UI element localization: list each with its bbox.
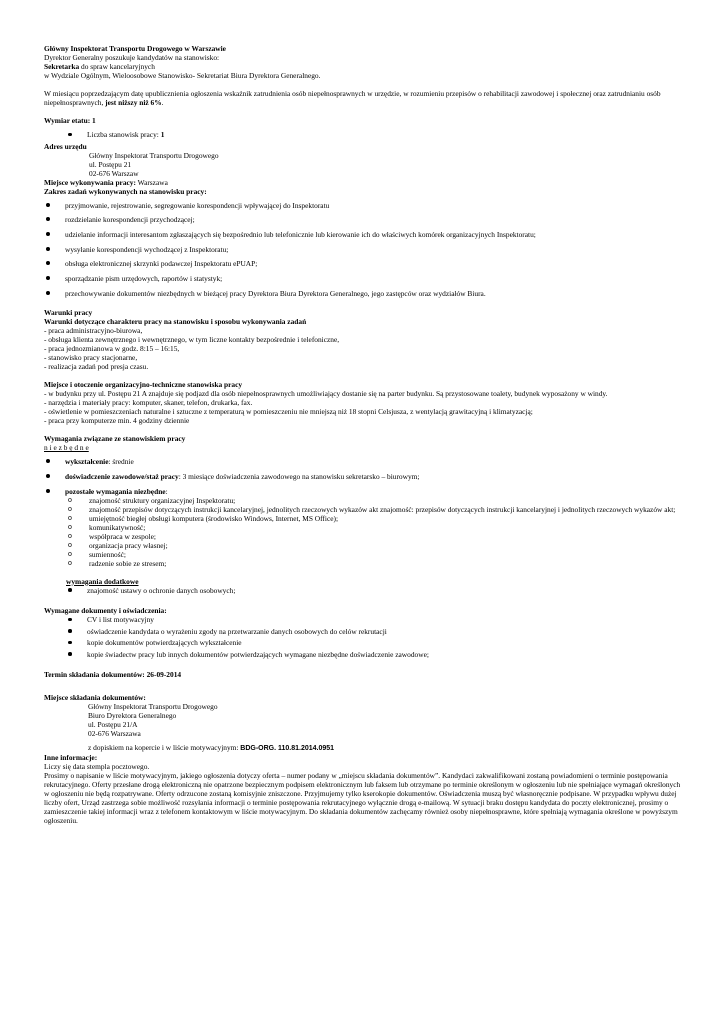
submission-line: Biuro Dyrektora Generalnego <box>88 711 177 721</box>
address-line: ul. Postępu 21 <box>89 159 132 169</box>
intro-paragraph <box>44 89 684 107</box>
requirements-list <box>44 457 684 495</box>
additional-requirements-label: wymagania dodatkowe <box>66 576 139 586</box>
address-line: Główny Inspektorat Transportu Drogowego <box>89 150 219 160</box>
intro-text: W miesiącu poprzedzającym datę upublicznienia ogłoszenia wskaźnik zatrudnienia osób niepełnosprawnych w urzędzie, w rozumieniu przepisów o rehabilitacji zawodowej i społecznej oraz zatrudnianiu osób niepełnosprawnych, <box>44 89 661 107</box>
workplace-value: Warszawa <box>135 177 168 187</box>
environment-label: Miejsce i otoczenie organizacyjno-techniczne stanowiska pracy <box>44 380 243 390</box>
condition-line: - realizacja zadań pod presja czasu. <box>44 362 149 372</box>
environment-line: - w budynku przy ul. Postępu 21 A znajduje się podjazd dla osób niepełnosprawnych umożliwiający dostanie się na parter budynku. Są przystosowane toalety, budynek wyposażony w windy. <box>44 389 608 399</box>
list-item: o znajomość przepisów dotyczących instrukcji kancelaryjnej, jednolitych rzeczowych wykazów akt znajomość: przepisów dotyczących instrukcji kancelaryjnej i jednolitych rzeczowych wykazów akt; <box>68 505 684 514</box>
list-item: o umiejętność biegłej obsługi komputera (środowisko Windows, Internet, MS Office); <box>68 514 684 523</box>
list-item: wysyłanie korespondencji wychodzącej z Inspektoratu; <box>44 245 684 254</box>
reference-line <box>88 743 684 753</box>
other-requirements-list <box>44 496 684 568</box>
workplace-line <box>44 178 684 187</box>
documents-label: Wymagane dokumenty i oświadczenia: <box>44 606 167 616</box>
deadline: Termin składania dokumentów: 26-09-2014 <box>44 670 182 680</box>
submission-address <box>44 702 684 753</box>
list-item: o radzenie sobie ze stresem; <box>68 559 684 568</box>
other-requirements-colon: : <box>165 486 168 496</box>
list-item <box>44 487 684 496</box>
etat-list <box>44 130 684 139</box>
position-line <box>44 62 684 71</box>
requirements-label: Wymagania związane ze stanowiskiem pracy <box>44 434 186 444</box>
workplace-label: Miejsce wykonywania pracy: <box>44 177 136 187</box>
education-label: wykształcenie <box>65 457 109 467</box>
required-label: n i e z b ę d n e <box>44 443 89 453</box>
other-info-label: Inne informacje: <box>44 753 98 763</box>
environment-line: - oświetlenie w pomieszczeniach naturalne i sztuczne z temperaturą w pomieszczeniu nie mniejszą niż 18 stopni Celsjusza, z wentylacją grawitacyjną i klimatyzacją; <box>44 407 533 417</box>
conditions-subtitle: Warunki dotyczące charakteru pracy na stanowisku i sposobu wykonywania zadań <box>44 317 307 327</box>
postmark-note: Liczy się data stempla pocztowego. <box>44 762 150 772</box>
condition-line: - praca jednozmianowa w godz. 8:15 – 16:15, <box>44 344 180 354</box>
submission-line: Główny Inspektorat Transportu Drogowego <box>88 702 218 712</box>
documents-list <box>44 615 684 659</box>
list-item: o znajomość struktury organizacyjnej Inspektoratu; <box>68 496 684 505</box>
organization-name: Główny Inspektorat Transportu Drogowego w Warszawie <box>44 44 226 53</box>
education-value: : średnie <box>108 457 134 467</box>
duties-label: Zakres zadań wykonywanych na stanowisku pracy: <box>44 186 207 196</box>
condition-line: - obsługa klienta zewnętrznego i wewnętrznego, w tym liczne kontakty bezpośrednie i telefoniczne, <box>44 335 340 345</box>
list-item: rozdzielanie korespondencji przychodzącej; <box>44 215 684 224</box>
list-item: CV i list motywacyjny <box>66 615 684 624</box>
other-info-text: Prosimy o napisanie w liście motywacyjnym, jakiego ogłoszenia dotyczy oferta – numer podany w „miejscu składania dokumentów”. Kandydaci zakwalifikowani zostaną powiadomieni o terminie postępowania rekrutacyjnego. Oferty przesłane drogą elektroniczną nie opatrzone bezpiecznym podpisem elektronicznym lub faksem lub otrzymane po terminie określonym w ogłoszeniu lub nie spełniające wymagań określonych w ogłoszeniu nie będą rozpatrywane. Oferty odrzucone zostaną komisyjnie zniszczone. Przyjmujemy tylko kserokopie dokumentów. Oświadczenia muszą być własnoręcznie podpisane. W przypadku wpływu dużej liczby ofert, Urząd zastrzega sobie możliwość rozsyłania informacji o terminie postępowania rekrutacyjnego wyłącznie drogą e-mailową. W sytuacji braku dostępu kandydata do poczty elektronicznej, prosimy o zamieszczenie takiej informacji wraz z telefonem kontaktowym w liście motywacyjnym. Do składania dokumentów zachęcamy również osoby niepełnosprawne, które spełniają wymagania określone w powyższym ogłoszeniu. <box>44 771 681 826</box>
environment-line: - praca przy komputerze min. 4 godziny dziennie <box>44 416 190 426</box>
list-item <box>44 457 684 466</box>
additional-requirements-list <box>44 586 684 595</box>
environment-line: - narzędzia i materiały pracy: komputer, skaner, telefon, drukarka, fax. <box>44 398 253 408</box>
duties-list <box>44 201 684 298</box>
submission-line: ul. Postępu 21/A <box>88 720 138 730</box>
submission-line: 02-676 Warszawa <box>88 729 141 739</box>
list-item: o komunikatywność; <box>68 523 684 532</box>
condition-line: - praca administracyjno-biurowa, <box>44 326 143 336</box>
list-item: przechowywanie dokumentów niezbędnych w bieżącej pracy Dyrektora Biura Dyrektora Generalnego, jego zastępców oraz wydziałów Biura. <box>44 289 684 298</box>
list-item: obsługa elektronicznej skrzynki podawczej Inspektoratu ePUAP; <box>44 259 684 268</box>
list-item <box>44 472 684 481</box>
experience-value: : 3 miesiące doświadczenia zawodowego na stanowisku sekretarsko – biurowym; <box>178 472 420 481</box>
list-item: kopie świadectw pracy lub innych dokumentów potwierdzających wymagane niezbędne doświadczenie zawodowe; <box>66 650 684 659</box>
address-line: 02-676 Warszaw <box>89 168 139 178</box>
department-line: w Wydziale Ogólnym, Wieloosobowe Stanowisko- Sekretariat Biura Dyrektora Generalnego. <box>44 71 321 80</box>
position-title: Sekretarka <box>44 62 80 71</box>
other-requirements-label: pozostałe wymagania niezbędne <box>65 486 166 496</box>
list-item: znajomość ustawy o ochronie danych osobowych; <box>66 586 684 595</box>
list-item <box>66 130 684 139</box>
address-block <box>44 151 684 178</box>
reference-number: BDG-ORG. 110.81.2014.0951 <box>240 745 335 753</box>
count-value: 1 <box>160 130 165 139</box>
list-item: sporządzanie pism urzędowych, raportów i statystyk; <box>44 274 684 283</box>
count-label: Liczba stanowisk pracy: <box>87 130 161 139</box>
conditions-label: Warunki pracy <box>44 308 93 318</box>
reference-note: z dopiskiem na kopercie i w liście motywacyjnym: <box>88 743 241 753</box>
list-item: udzielanie informacji interesantom zgłaszających się bezpośrednio lub telefonicznie lub kierowanie ich do właściwych komórek organizacyjnych Inspektoratu; <box>44 230 684 239</box>
experience-label: doświadczenie zawodowe/staż pracy <box>65 472 179 481</box>
address-label: Adres urzędu <box>44 141 87 151</box>
list-item: o współpraca w zespole; <box>68 532 684 541</box>
header <box>44 44 684 80</box>
intro-end: . <box>161 98 164 107</box>
header-line: Dyrektor Generalny poszukuje kandydatów na stanowisko: <box>44 53 220 62</box>
submission-place-label: Miejsce składania dokumentów: <box>44 693 146 703</box>
condition-line: - stanowisko pracy stacjonarne, <box>44 353 138 363</box>
intro-bold: jest niższy niż 6% <box>105 98 162 107</box>
etat-label: Wymiar etatu: 1 <box>44 116 96 125</box>
job-announcement-document <box>44 44 684 825</box>
position-detail: do spraw kancelaryjnych <box>79 62 155 71</box>
list-item: oświadczenie kandydata o wyrażeniu zgody na przetwarzanie danych osobowych do celów rekrutacji <box>66 627 684 636</box>
list-item: o sumienność; <box>68 550 684 559</box>
list-item: przyjmowanie, rejestrowanie, segregowanie korespondencji wpływającej do Inspektoratu <box>44 201 684 210</box>
list-item: o organizacja pracy własnej; <box>68 541 684 550</box>
list-item: kopie dokumentów potwierdzających wykształcenie <box>66 638 684 647</box>
